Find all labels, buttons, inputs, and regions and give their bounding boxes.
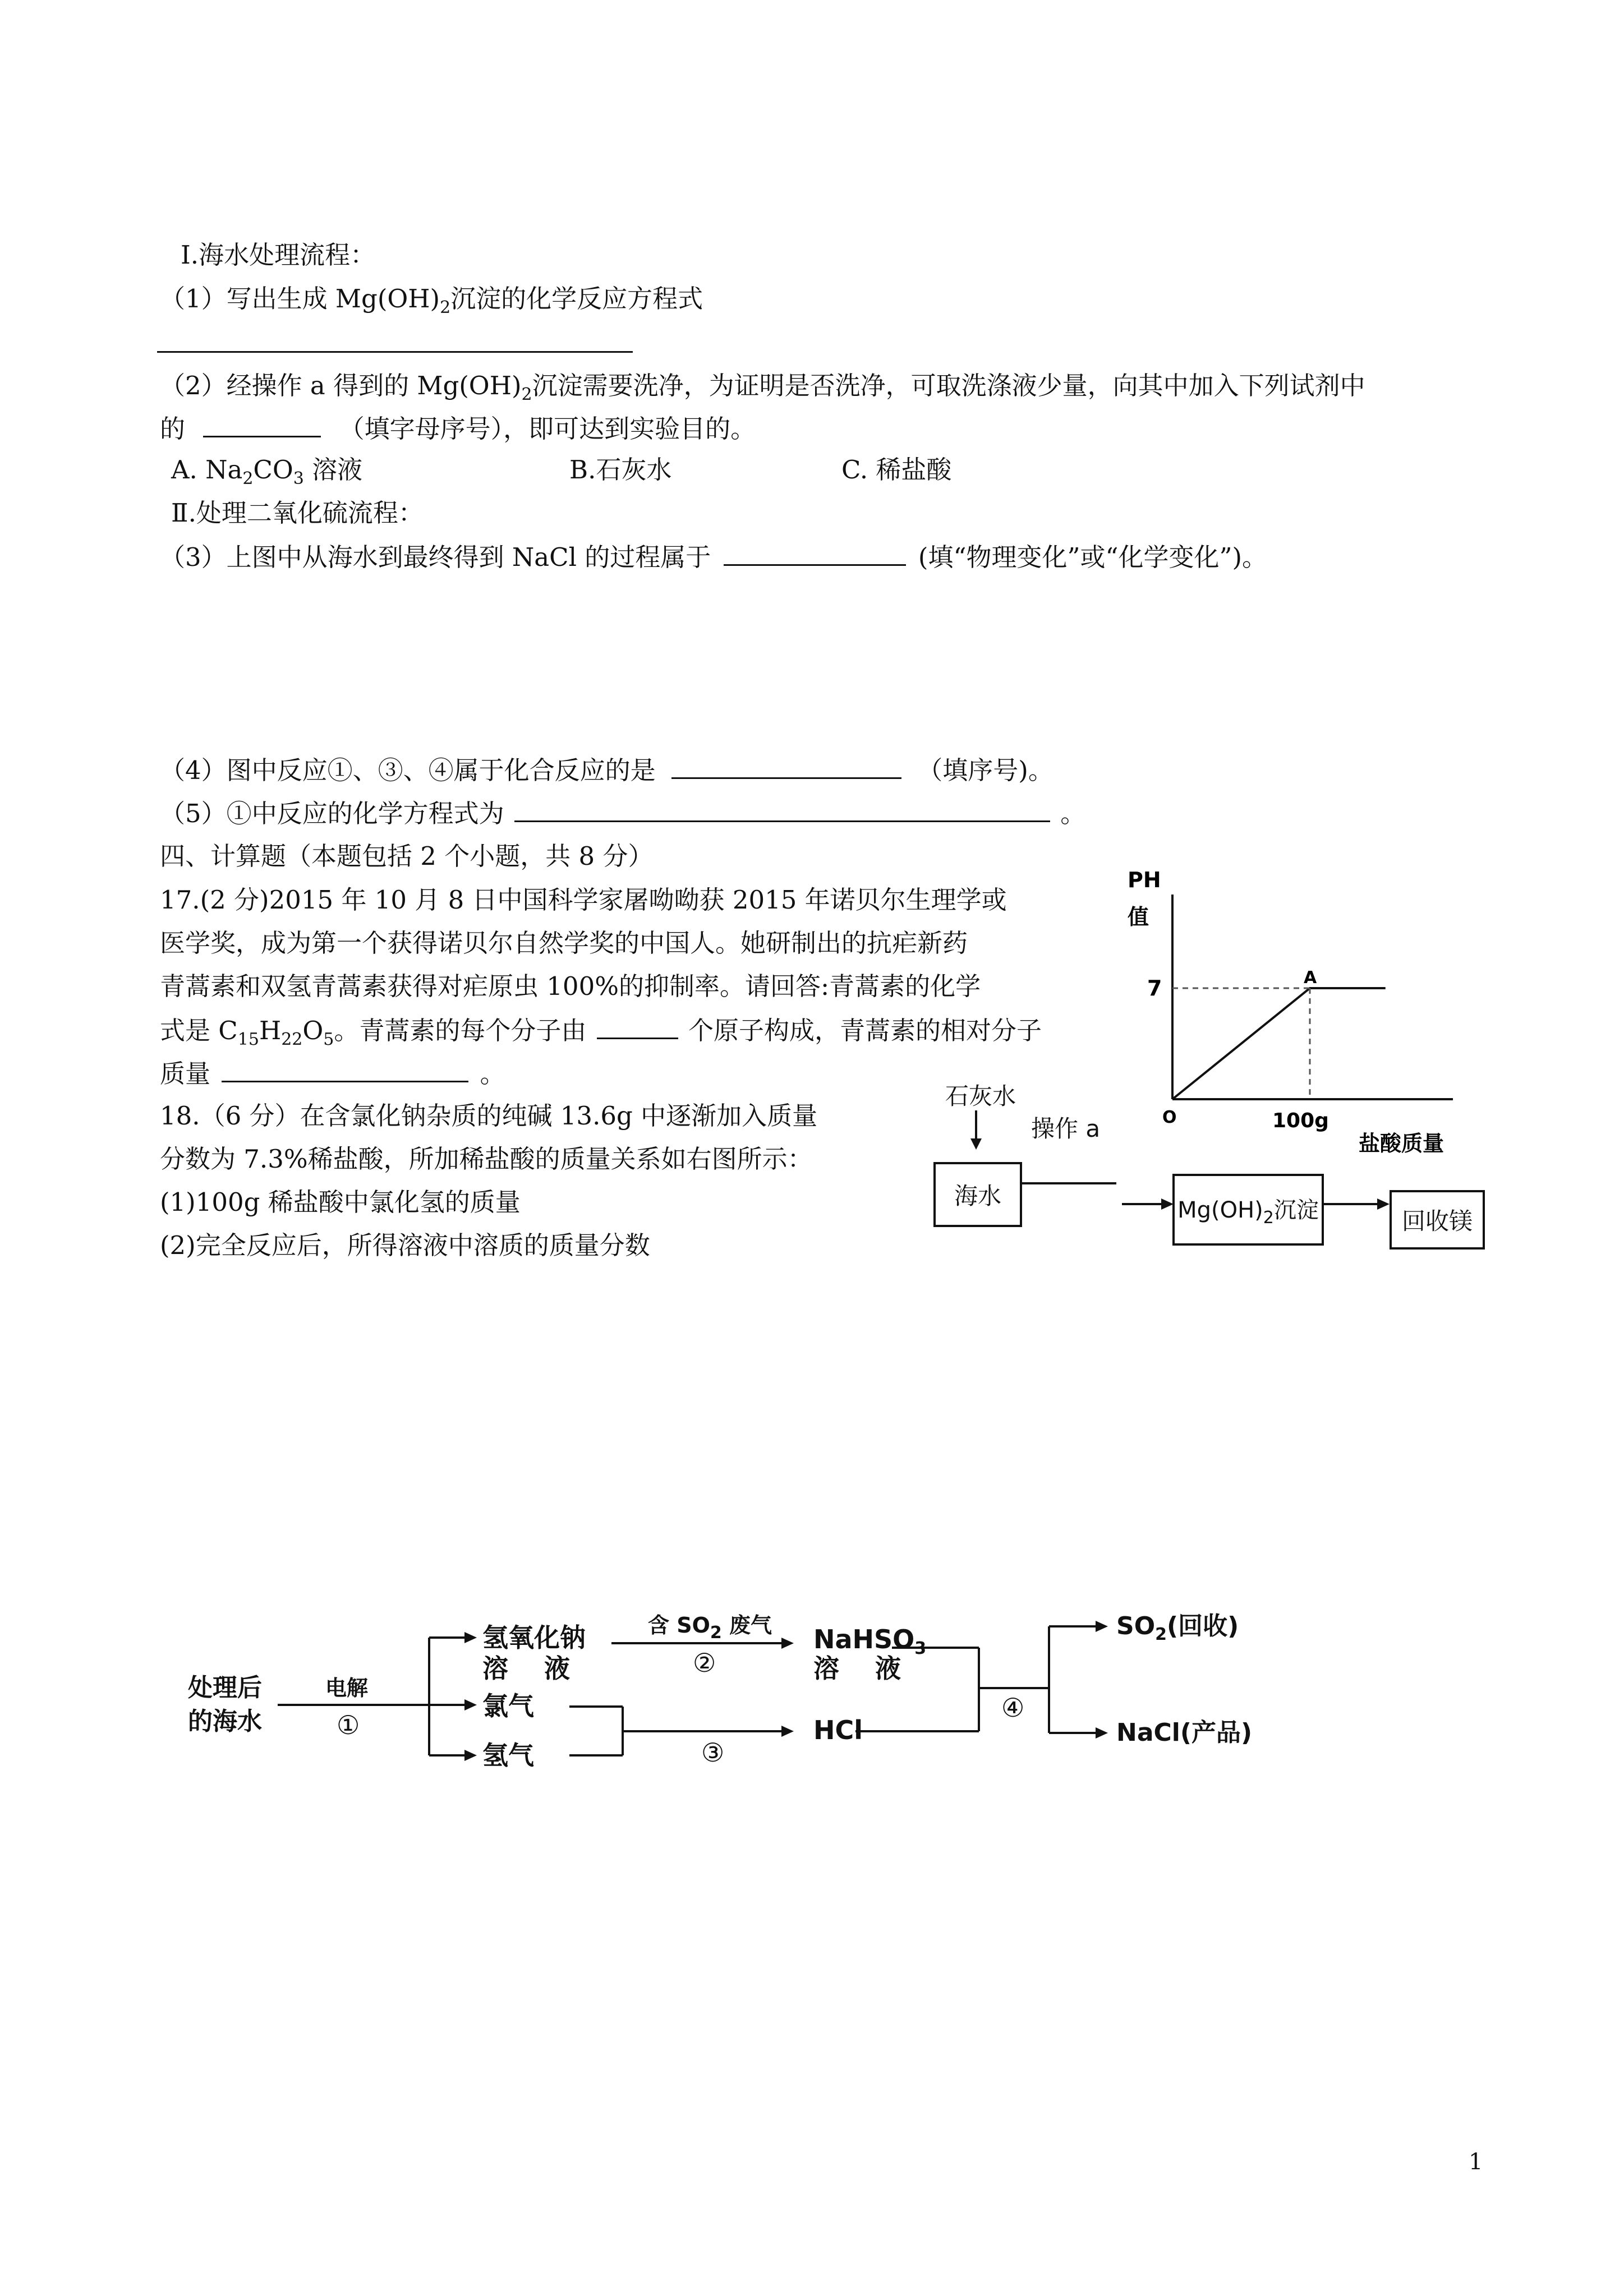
answer-blank-q3[interactable] xyxy=(724,540,906,566)
flow1-recover-box xyxy=(1390,1190,1485,1250)
flow2-start-line2: 的海水 xyxy=(188,1707,262,1736)
chart-xtick-100g: 100g xyxy=(1272,1109,1329,1132)
flow2-so2-recover: $SO_2$(回收) xyxy=(1116,1612,1239,1644)
answer-line-q1[interactable] xyxy=(157,351,633,353)
flow2-step2: ② xyxy=(693,1648,716,1678)
flow2-cl2: 氯气 xyxy=(482,1691,534,1721)
q18-line3: (1)100g 稀盐酸中氯化氢的质量 xyxy=(160,1187,521,1217)
question-5: （5）①中反应的化学方程式为 。 xyxy=(160,796,1085,831)
chart-ylabel-1: PH xyxy=(1128,868,1161,892)
q18-line4: (2)完全反应后，所得溶液中溶质的质量分数 xyxy=(160,1230,650,1260)
flow2-hcl: HCl xyxy=(813,1715,863,1745)
flow1-mgoh-label: $Mg(OH)_2$沉淀 xyxy=(1177,1197,1319,1228)
flow2-nahso3-line2: 溶 液 xyxy=(813,1653,901,1684)
flow2-electrolysis-label: 电解 xyxy=(325,1676,369,1700)
flow2-step1: ① xyxy=(337,1710,360,1740)
flow1-operation: 操作 a xyxy=(1031,1115,1101,1142)
question-1: （1）写出生成 $Mg(OH)_2$沉淀的化学反应方程式 xyxy=(160,284,703,317)
flow1-lime: 石灰水 xyxy=(945,1082,1016,1110)
section2-heading: Ⅱ.处理二氧化硫流程： xyxy=(171,498,424,528)
flow2-nacl-product: NaCl(产品) xyxy=(1116,1718,1253,1747)
flow2-so2-gas-label: 含 $SO_2$ 废气 xyxy=(648,1613,772,1643)
q17-line3: 青蒿素和双氢青蒿素获得对疟原虫 100%的抑制率。请回答:青蒿素的化学 xyxy=(160,971,981,1001)
flow1-seawater-box xyxy=(933,1162,1022,1227)
q17-line1: 17.(2 分)2015 年 10 月 8 日中国科学家屠呦呦获 2015 年诺贝尔生理学或 xyxy=(160,885,1007,915)
flow2-naoh-line1: 氢氧化钠 xyxy=(482,1622,586,1653)
chart-point-a: A xyxy=(1304,968,1317,988)
option-b: B.石灰水 xyxy=(569,455,672,485)
flow2-nahso3-line1: NaHSO$_3$ xyxy=(813,1624,927,1658)
q17-line4: 式是 $C_{15}H_{22}O_5$。青蒿素的每个分子由 个原子构成，青蒿素的相对分子 xyxy=(160,1013,1042,1057)
flow1-seawater-label: 海水 xyxy=(954,1182,1001,1210)
answer-blank-q4[interactable] xyxy=(671,753,901,779)
answer-blank-q5[interactable] xyxy=(514,796,1050,822)
flow2-h2: 氢气 xyxy=(482,1740,534,1771)
q18-line1: 18.（6 分）在含氯化钠杂质的纯碱 13.6g 中逐渐加入质量 xyxy=(160,1101,818,1131)
flow2-naoh-line2: 溶 液 xyxy=(482,1653,571,1684)
q17-line5: 质量 。 xyxy=(160,1056,505,1091)
flow2-step3: ③ xyxy=(701,1737,725,1768)
chart-xlabel: 盐酸质量 xyxy=(1359,1131,1444,1156)
q18-line2: 分数为 7.3%稀盐酸，所加稀盐酸的质量关系如右图所示： xyxy=(160,1144,813,1174)
chart-origin: O xyxy=(1162,1108,1177,1127)
flow1-recover-label: 回收镁 xyxy=(1401,1207,1473,1235)
answer-blank-q17-mass[interactable] xyxy=(222,1056,468,1082)
answer-blank-q17-atoms[interactable] xyxy=(597,1013,678,1039)
flow2-start-line1: 处理后 xyxy=(188,1673,262,1702)
q17-line2: 医学奖，成为第一个获得诺贝尔自然学奖的中国人。她研制出的抗疟新药 xyxy=(160,928,968,958)
page-number: 1 xyxy=(1469,2149,1483,2175)
question-4: （4）图中反应①、③、④属于化合反应的是 （填序号)。 xyxy=(160,753,1053,787)
flow1-mgoh-box xyxy=(1172,1174,1324,1246)
question-2-line2: 的 （填字母序号），即可达到实验目的。 xyxy=(160,411,756,446)
question-3: （3）上图中从海水到最终得到 NaCl 的过程属于 (填“物理变化”或“化学变化”)。 xyxy=(160,540,1267,574)
answer-blank-q2[interactable] xyxy=(203,411,321,437)
flow2-step4: ④ xyxy=(1001,1693,1025,1723)
section4-heading: 四、计算题（本题包括 2 个小题，共 8 分） xyxy=(160,841,654,871)
chart-ylabel-2: 值 xyxy=(1128,905,1149,929)
option-c: C. 稀盐酸 xyxy=(841,455,952,485)
question-2-line1: （2）经操作 a 得到的 $Mg(OH)_2$沉淀需要洗净，为证明是否洗净，可取洗涤液少量，向其中加入下列试剂中 xyxy=(160,371,1365,404)
chart-ytick-7: 7 xyxy=(1147,976,1162,1001)
chart-ph-line xyxy=(1172,988,1386,1099)
section1-heading: Ⅰ.海水处理流程： xyxy=(181,240,376,270)
option-a: A. $Na_2CO_3$ 溶液 xyxy=(171,455,363,488)
